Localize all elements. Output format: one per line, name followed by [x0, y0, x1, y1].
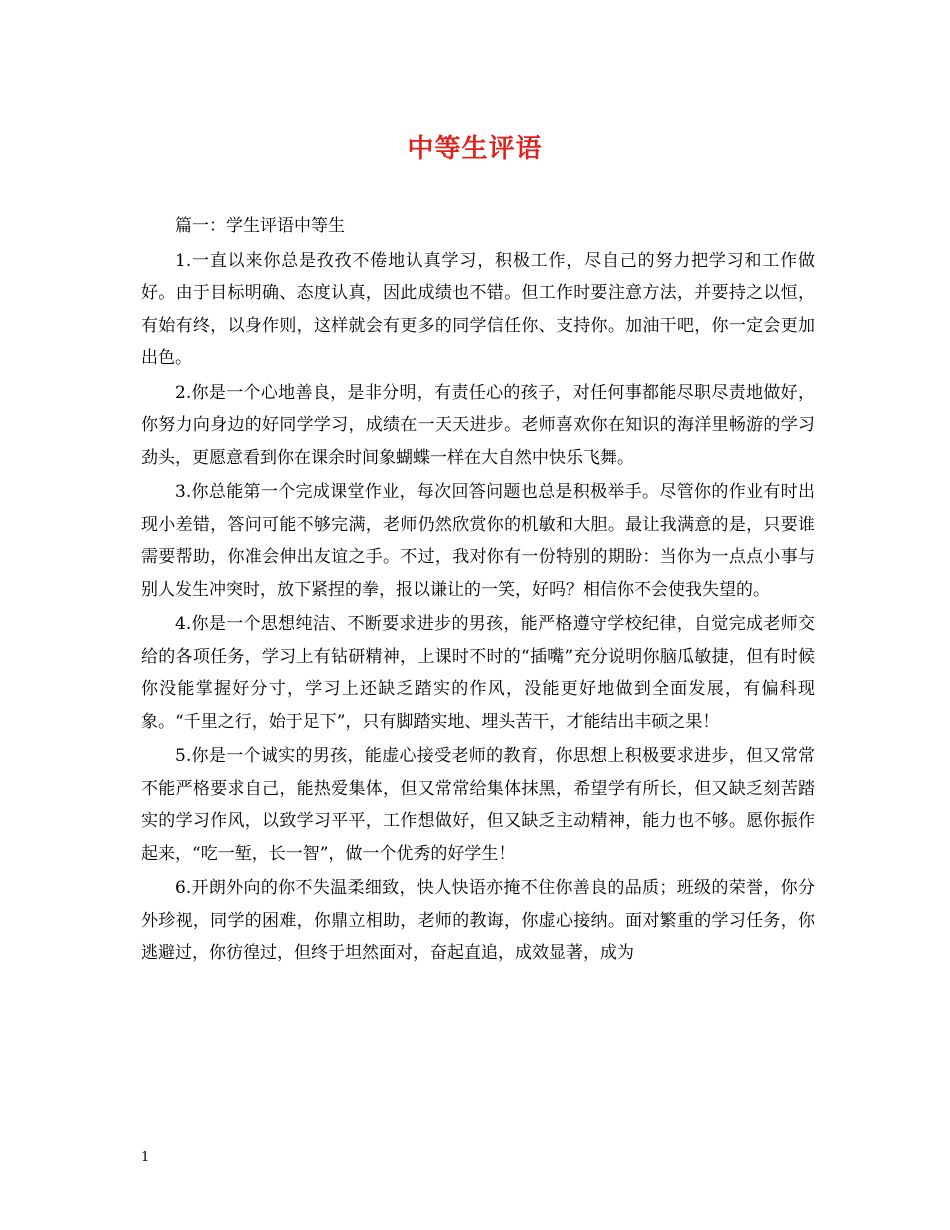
document-body [141, 210, 815, 972]
paragraph-3: 3.你总能第一个完成课堂作业，每次回答问题也总是积极举手。尽管你的作业有时出现小差错，答问可能不够完满，老师仍然欣赏你的机敏和大胆。最让我满意的是，只要谁需要帮助，你准会伸出友谊之手。不过，我对你有一份特别的期盼：当你为一点点小事与别人发生冲突时，放下紧捏的拳，报以谦让的一笑，好吗？相信你不会使我失望的。 [141, 482, 815, 600]
paragraph-5: 5.你是一个诚实的男孩，能虚心接受老师的教育，你思想上积极要求进步，但又常常不能严格要求自己，能热爱集体，但又常常给集体抹黑，希望学有所长，但又缺乏刻苦踏实的学习作风，以致学习平平，工作想做好，但又缺乏主动精神，能力也不够。愿你振作起来，“吃一堑，长一智”，做一个优秀的好学生！ [141, 746, 815, 864]
paragraph-6: 6.开朗外向的你不失温柔细致，快人快语亦掩不住你善良的品质；班级的荣誉，你分外珍视，同学的困难，你鼎立相助，老师的教诲，你虚心接纳。面对繁重的学习任务，你逃避过，你彷徨过，但终于坦然面对，奋起直追，成效显著，成为 [141, 878, 815, 963]
paragraph-4: 4.你是一个思想纯洁、不断要求进步的男孩，能严格遵守学校纪律，自觉完成老师交给的各项任务，学习上有钻研精神，上课时不时的“插嘴”充分说明你脑瓜敏捷，但有时候你没能掌握好分寸，学习上还缺乏踏实的作风，没能更好地做到全面发展，有偏科现象。“千里之行，始于足下”，只有脚踏实地、埋头苦干，才能结出丰硕之果！ [141, 614, 815, 732]
paragraph-2: 2.你是一个心地善良，是非分明，有责任心的孩子，对任何事都能尽职尽责地做好，你努力向身边的好同学学习，成绩在一天天进步。老师喜欢你在知识的海洋里畅游的学习劲头，更愿意看到你在课余时间象蝴蝶一样在大自然中快乐飞舞。 [141, 382, 815, 468]
page-number: 1 [141, 1150, 150, 1165]
paragraph-1: 1.一直以来你总是孜孜不倦地认真学习，积极工作，尽自己的努力把学习和工作做好。由于目标明确、态度认真，因此成绩也不错。但工作时要注意方法，并要持之以恒，有始有终，以身作则，这样就会有更多的同学信任你、支持你。加油干吧，你一定会更加出色。 [141, 250, 815, 368]
document-title: 中等生评语 [407, 134, 543, 164]
section-heading: 篇一：学生评语中等生 [175, 216, 345, 236]
